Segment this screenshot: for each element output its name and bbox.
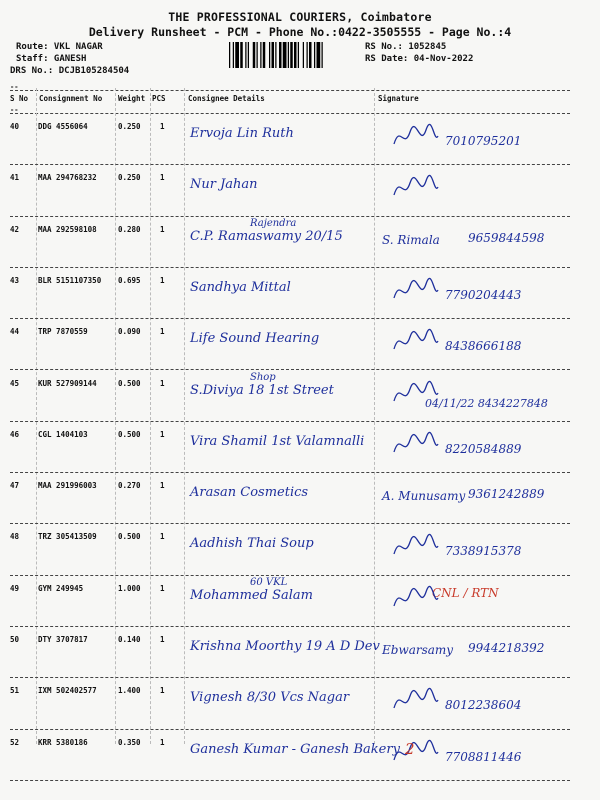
staff-label: Staff: GANESH [16,54,87,64]
signature-name-handwriting: S. Rimala [382,232,440,247]
row-consignment-no: BLR 5151107350 [38,275,102,285]
signature-scribble [390,173,440,203]
table-row [0,627,600,678]
row-sno: 44 [10,327,20,337]
table-row [0,422,600,473]
col-signature: Signature [378,94,419,103]
row-consignment-no: GYM 249945 [38,583,84,593]
row-pcs: 1 [160,224,165,234]
table-row [0,165,600,216]
row-consignment-no: MAA 294768232 [38,173,97,183]
row-weight: 0.270 [118,481,141,491]
signature-scribble [390,430,440,460]
phone-handwriting: 8012238604 [445,698,522,713]
row-separator [10,780,570,781]
row-weight: 1.000 [118,583,141,593]
table-row [0,371,600,422]
row-pcs: 1 [160,122,165,131]
signature-scribble [390,686,440,716]
row-weight: 0.250 [118,173,141,183]
rs-date: RS Date: 04-Nov-2022 [365,54,474,64]
table-row [0,678,600,729]
row-weight: 0.140 [118,635,141,644]
barcode-image [229,42,354,68]
row-pcs: 1 [160,378,165,388]
row-sno: 40 [10,122,20,131]
row-pcs: 1 [160,327,165,337]
consignee-handwriting: S.Diviya 18 1st Street [190,382,334,398]
row-consignment-no: MAA 292598108 [38,224,97,234]
row-sno: 45 [10,378,20,388]
row-consignment-no: MAA 291996003 [38,481,97,491]
row-pcs: 1 [160,173,165,183]
signature-scribble [390,738,440,768]
consignee-handwriting: Vignesh 8/30 Vcs Nagar [190,690,350,706]
table-row [0,730,600,781]
col-weight: Weight [118,94,146,103]
phone-handwriting: 8220584889 [445,441,522,456]
signature-note-handwriting: 04/11/22 8434227848 [425,396,548,410]
phone-handwriting: 8438666188 [445,339,522,354]
phone-handwriting: 7010795201 [445,134,522,148]
row-pcs: 1 [160,275,165,285]
page-title: THE PROFESSIONAL COURIERS, Coimbatore [168,10,432,24]
dash-marker-2: -- [10,106,19,114]
table-row [0,319,600,370]
row-sno: 52 [10,737,20,747]
phone-handwriting: 7790204443 [445,287,522,302]
row-weight: 0.500 [118,532,141,542]
col-sno: S No [10,94,29,103]
row-sno: 51 [10,686,20,696]
phone-handwriting: 7708811446 [445,749,522,764]
route-label: Route: VKL NAGAR [16,42,103,52]
phone-handwriting: 9944218392 [468,641,545,655]
row-weight: 0.500 [118,378,141,388]
row-consignment-no: TRP 7870559 [38,327,88,337]
row-pcs: 1 [160,481,165,491]
row-pcs: 1 [160,583,165,593]
consignee-handwriting: Krishna Moorthy 19 A D Dev [190,639,380,654]
row-weight: 0.090 [118,327,141,337]
row-pcs: 1 [160,635,165,644]
drs-number: DRS No.: DCJB105284504 [10,66,130,76]
row-weight: 0.350 [118,737,141,747]
consignee-handwriting: Sandhya Mittal [190,279,291,295]
table-row [0,576,600,627]
consignee-handwriting: Vira Shamil 1st Valamnalli [190,433,365,449]
table-row [0,524,600,575]
consignee-handwriting: Life Sound Hearing [190,331,320,347]
consignee-note-handwriting: 60 VKL [250,576,288,588]
row-sno: 47 [10,481,20,491]
signature-scribble [390,276,440,306]
row-sno: 41 [10,173,20,183]
row-sno: 43 [10,275,20,285]
row-consignment-no: CGL 1404103 [38,429,88,439]
phone-handwriting: 9659844598 [468,230,545,245]
dash-marker: -- [10,83,19,91]
runsheet-subtitle: Delivery Runsheet - PCM - Phone No.:0422-3505555 - Page No.:4 [88,25,512,39]
row-weight: 1.400 [118,686,141,696]
consignee-note-handwriting: Shop [250,371,276,383]
row-weight: 0.500 [118,429,141,439]
row-consignment-no: DDG 4556064 [38,122,88,131]
col-pcs: PCS [152,94,166,103]
header-top-rule [10,90,570,91]
consignee-handwriting: Mohammed Salam [190,587,313,603]
consignee-handwriting: Nur Jahan [190,177,258,193]
phone-handwriting: 9361242889 [468,487,545,502]
col-consignment: Consignment No [39,94,103,103]
row-sno: 49 [10,583,20,593]
row-weight: 0.695 [118,275,141,285]
consignee-handwriting: C.P. Ramaswamy 20/15 [190,228,343,244]
signature-note-handwriting: CNL / RTN [432,585,499,600]
signature-scribble [390,532,440,562]
table-row [0,268,600,319]
row-consignment-no: IXM 502402577 [38,686,97,696]
row-sno: 42 [10,224,20,234]
row-pcs: 1 [160,686,165,696]
row-sno: 50 [10,635,20,644]
row-pcs: 1 [160,737,165,747]
table-row [0,217,600,268]
consignee-handwriting: Ganesh Kumar - Ganesh Bakery [190,741,400,757]
signature-scribble [390,379,440,409]
phone-handwriting: 7338915378 [445,544,522,559]
signature-scribble [390,584,440,614]
row-sno: 46 [10,429,20,439]
page-tick-mark: 2 [405,740,415,758]
row-consignment-no: DTY 3707817 [38,635,88,644]
table-row [0,473,600,524]
row-pcs: 1 [160,532,165,542]
signature-name-handwriting: A. Munusamy [382,489,466,504]
row-pcs: 1 [160,429,165,439]
signature-scribble [390,122,440,152]
consignee-handwriting: Ervoja Lin Ruth [190,126,294,141]
signature-name-handwriting: Ebwarsamy [382,643,454,657]
rs-number: RS No.: 1052845 [365,42,447,52]
consignee-handwriting: Aadhish Thai Soup [190,536,314,552]
row-sno: 48 [10,532,20,542]
row-weight: 0.250 [118,122,141,131]
row-consignment-no: KRR 5380186 [38,737,88,747]
row-consignment-no: KUR 527909144 [38,378,97,388]
col-consignee: Consignee Details [188,94,265,103]
consignee-handwriting: Arasan Cosmetics [190,485,309,501]
row-consignment-no: TRZ 305413509 [38,532,97,542]
row-weight: 0.280 [118,224,141,234]
signature-scribble [390,327,440,357]
consignee-note-handwriting: Rajendra [250,217,297,229]
table-row [0,114,600,165]
